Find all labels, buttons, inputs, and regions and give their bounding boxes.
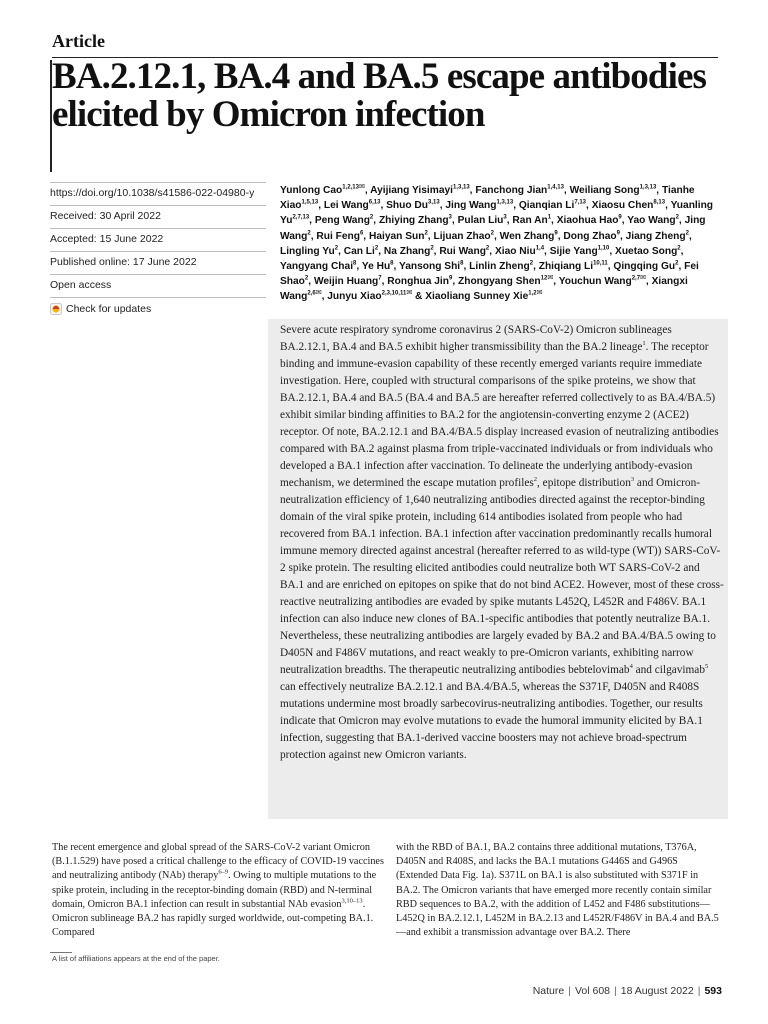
page-number: 593 xyxy=(704,985,722,997)
author-name: Rui Wang xyxy=(439,245,486,257)
envelope-icon[interactable]: ✉ xyxy=(406,290,413,298)
author-name: Linlin Zheng xyxy=(469,261,530,273)
author-name: Weiliang Song xyxy=(569,185,640,196)
author-affiliation: 2 xyxy=(490,230,494,237)
author-name: Lijuan Zhao xyxy=(433,230,491,242)
author-name: Ye Hu xyxy=(361,261,391,273)
author-name: Ran An xyxy=(512,215,548,227)
author-name: Jing Wang xyxy=(280,215,706,242)
volume: Vol 608 xyxy=(574,985,611,997)
author-name: Xiaohua Hao xyxy=(556,215,619,227)
published-date: Published online: 17 June 2022 xyxy=(50,252,266,275)
citation-ref[interactable]: 1 xyxy=(642,340,646,348)
author-affiliation: 2,6 xyxy=(307,291,316,298)
author-name: Can Li xyxy=(343,245,375,257)
author-name: Haiyan Sun xyxy=(368,230,425,242)
author-affiliation: 1,3,13 xyxy=(452,184,470,191)
author-affiliation: 1,5,13 xyxy=(301,199,319,206)
article-title: BA.2.12.1, BA.4 and BA.5 escape antibodies elicited by Omicron infection xyxy=(52,56,706,135)
citation-ref[interactable]: 6–9 xyxy=(218,869,229,877)
author-name: Fanchong Jian xyxy=(475,185,548,196)
author-name: Sijie Yang xyxy=(549,245,598,257)
author-name: Lei Wang xyxy=(323,200,369,212)
author-affiliation: 2 xyxy=(369,215,374,222)
article-type-label: Article xyxy=(52,31,105,51)
author-affiliation: 2,7 xyxy=(631,275,641,282)
author-name: Zhongyang Shen xyxy=(458,276,541,288)
author-name: Peng Wang xyxy=(314,215,370,227)
author-name: Lingling Yu xyxy=(280,245,335,257)
author-name: Tianhe Xiao xyxy=(280,185,695,212)
author-affiliation: 2,7,13 xyxy=(292,215,310,222)
author-name: Shuo Du xyxy=(386,200,429,212)
author-name: Zhiying Zhang xyxy=(378,215,449,227)
author-affiliation: 2 xyxy=(675,260,679,267)
author-name: Xiao Niu xyxy=(494,245,536,257)
author-affiliation: 2 xyxy=(430,245,434,252)
envelope-icon[interactable]: ✉ xyxy=(315,290,322,298)
author-affiliation: 8 xyxy=(460,260,464,267)
issue-date: 18 August 2022 xyxy=(620,985,694,997)
author-name: Junyu Xiao xyxy=(327,291,382,303)
citation-ref[interactable]: 3 xyxy=(630,476,635,484)
citation-ref[interactable]: 5 xyxy=(704,663,709,671)
author-affiliation: 8 xyxy=(353,260,357,267)
author-name: Fei Shao xyxy=(280,261,699,288)
journal-name: Nature xyxy=(532,985,565,997)
author-affiliation: 2 xyxy=(374,245,379,252)
envelope-icon[interactable]: ✉ xyxy=(358,183,365,191)
author-name: Yangyang Chai xyxy=(280,261,354,273)
author-name: Rui Feng xyxy=(316,230,360,242)
check-for-updates-button[interactable] xyxy=(50,298,266,320)
author-affiliation: 6 xyxy=(359,230,364,237)
author-affiliation: 1,3,13 xyxy=(496,199,514,206)
author-name: Youchun Wang xyxy=(558,276,632,288)
author-name: Zhiqiang Li xyxy=(538,261,594,273)
author-list: Yunlong Cao$^{1,2,13✉}$, Ayijiang Yisimayi$^{1,3,13}$, Fanchong Jian$^{1,4,13}$, Weiliang Song$^{1,3,13}$, Tianhe Xiao$^{1,5,13}$, Lei Wang$^{6,13}$, Shuo Du$^{3,13}$, Jing Wang$^{1,3,13}$, Qianqian Li$^{7,13}$, Xiaosu Chen$^{8,13}$, Yuanling Yu$^{2,7,13}$, Peng Wang$^2$, Zhiying Zhang$^3$, Pulan Liu$^3$, Ran An$^1$, Xiaohua Hao$^9$, Yao Wang$^2$, Jing Wang$^2$, Rui Feng$^6$, Haiyan Sun$^2$, Lijuan Zhao$^2$, Wen Zhang$^9$, Dong Zhao$^9$, Jiang Zheng$^2$, Lingling Yu$^2$, Can Li$^2$, Na Zhang$^2$, Rui Wang$^2$, Xiao Niu$^{1,4}$, Sijie Yang$^{1,10}$, Xuetao Song$^2$, Yangyang Chai$^8$, Ye Hu$^8$, Yansong Shi$^8$, Linlin Zheng$^2$, Zhiqiang Li$^{10,11}$, Qingqing Gu$^2$, Fei Shao$^2$, Weijin Huang$^7$, Ronghua Jin$^9$, Zhongyang Shen$^{12✉}$, Youchun Wang$^{2,7✉}$, Xiangxi Wang$^{2,6✉}$, Junyu Xiao$^{2,3,10,11✉}$ & Xiaoliang Sunney Xie$^{1,2✉}$ xyxy=(280,183,714,303)
author-name: Qianqian Li xyxy=(518,200,575,212)
author-affiliation: 2 xyxy=(304,275,309,282)
author-name: Ayijiang Yisimayi xyxy=(370,185,453,196)
author-name: Yuanling Yu xyxy=(280,200,714,227)
author-affiliation: 1,4 xyxy=(535,245,545,252)
author-name: Ronghua Jin xyxy=(387,276,449,288)
author-affiliation: 9 xyxy=(616,230,620,237)
author-affiliation: 2 xyxy=(675,215,679,222)
author-affiliation: 1,2,13 xyxy=(342,184,359,191)
author-name: Yao Wang xyxy=(627,215,676,227)
author-affiliation: 9 xyxy=(448,275,453,282)
author-name: Na Zhang xyxy=(383,245,431,257)
author-affiliation: 7 xyxy=(378,275,382,282)
author-name: Xuetao Song xyxy=(615,245,678,257)
author-affiliation: 3,13 xyxy=(428,199,440,206)
author-affiliation: 10,11 xyxy=(593,260,608,267)
author-name: Dong Zhao xyxy=(563,230,617,242)
author-affiliation: 1,2 xyxy=(528,291,537,298)
author-affiliation: 6,13 xyxy=(368,199,381,206)
author-name: Jiang Zheng xyxy=(625,230,686,242)
author-name: Yunlong Cao xyxy=(280,185,343,196)
author-name: Xiaoliang Sunney Xie xyxy=(425,291,529,303)
author-affiliation: 3 xyxy=(503,215,507,222)
envelope-icon[interactable]: ✉ xyxy=(640,274,646,282)
author-name: Pulan Liu xyxy=(457,215,504,227)
author-affiliation: 1,10 xyxy=(597,245,610,252)
doi-link[interactable]: https://doi.org/10.1038/s41586-022-04980-y xyxy=(50,182,266,206)
author-name: Xiangxi Wang xyxy=(280,276,688,303)
author-affiliation: 1 xyxy=(547,215,552,222)
author-affiliation: 9 xyxy=(618,215,622,222)
author-affiliation: 3 xyxy=(448,215,452,222)
author-affiliation: 8,13 xyxy=(653,199,666,206)
abstract: Severe acute respiratory syndrome coronavirus 2 (SARS-CoV-2) Omicron sublineages BA.2.12.1, BA.4 and BA.5 exhibit higher transmissibility than the BA.2 lineage$^1$. The receptor binding and immune-evasion capability of these recently emerged variants require immediate investigation. Here, coupled with structural comparisons of the spike proteins, we show that BA.2.12.1, BA.4 and BA.5 (BA.4 and BA.5 are hereafter referred collectively to as BA.4/BA.5) exhibit similar binding affinities to BA.2 for the angiotensin-converting enzyme 2 (ACE2) receptor. Of note, BA.2.12.1 and BA.4/BA.5 display increased evasion of neutralizing antibodies compared with BA.2 against plasma from triple-vaccinated individuals or from individuals who developed a BA.1 infection after vaccination. To delineate the underlying antibody-evasion mechanism, we determined the escape mutation profiles$^2$, epitope distribution$^3$ and Omicron-neutralization efficiency of 1,640 neutralizing antibodies directed against the receptor-binding domain of the viral spike protein, including 614 antibodies isolated from people who had recovered from BA.1 infection. BA.1 infection after vaccination predominantly recalls humoral immune memory directed against ancestral (hereafter referred to as wild-type (WT)) SARS-CoV-2 spike protein. The resulting elicited antibodies could neutralize both WT SARS-CoV-2 and BA.1 and are enriched on epitopes on spike that do not bind ACE2. However, most of these cross-reactive neutralizing antibodies are evaded by spike mutants L452Q, L452R and F486V. BA.1 infection can also induce new clones of BA.1-specific antibodies that potently neutralize BA.1. Nevertheless, these neutralizing antibodies are largely evaded by BA.2 and BA.4/BA.5 owing to D405N and F486V mutations, and react weakly to pre-Omicron variants, exhibiting narrow neutralization breadths. The therapeutic neutralizing antibodies bebtelovimab$^4$ and cilgavimab$^5$ can effectively neutralize BA.2.12.1 and BA.4/BA.5, whereas the S371F, D405N and R408S mutations undermine most broadly sarbecovirus-neutralizing antibodies. Together, our results indicate that Omicron may evolve mutations to evade the humoral immunity elicited by BA.1 infection, suggesting that BA.1-derived vaccine boosters may not achieve broad-spectrum protection against new Omicron variants. xyxy=(280,324,724,761)
citation-ref[interactable]: 4 xyxy=(629,663,633,671)
page-footer: Nature | Vol 608 | 18 August 2022 | 593 xyxy=(532,985,722,997)
body-text-column-left: The recent emergence and global spread of the SARS-CoV-2 variant Omicron (B.1.1.529) have posed a critical challenge to the efficacy of COVID-19 vaccines and neutralizing antibody (NAb) therapy$^{6-9}$. Owing to multiple mutations to the spike protein, including in the receptor-binding domain (RBD) and N-terminal domain, Omicron BA.1 infection can result in substantial NAb evasion$^{3,10-13}$. Omicron sublineage BA.2 has rapidly surged worldwide, out-competing BA.1. Compared xyxy=(52,842,384,939)
author-affiliation: 7,13 xyxy=(574,199,587,206)
author-affiliation: 2 xyxy=(529,260,534,267)
author-affiliation: 2 xyxy=(677,245,681,252)
author-name: Yansong Shi xyxy=(399,261,461,273)
affiliations-footnote: A list of affiliations appears at the end of the paper. xyxy=(52,954,220,963)
accepted-date: Accepted: 15 June 2022 xyxy=(50,229,266,252)
author-affiliation: 8 xyxy=(390,260,394,267)
author-affiliation: 2 xyxy=(485,245,490,252)
author-affiliation: 12 xyxy=(540,275,548,282)
author-affiliation: 9 xyxy=(554,230,558,237)
envelope-icon[interactable]: ✉ xyxy=(547,274,554,282)
body-text-column-right: with the RBD of BA.1, BA.2 contains three additional mutations, T376A, D405N and R408S, and lacks the BA.1 mutations G446S and G496S (Extended Data Fig. 1a). S371L on BA.1 is also substituted with S371F in BA.2. The Omicron variants that have emerged more recently contain similar RBD sequences to BA.2, with the addition of L452 and F486 substitutions—L452Q in BA.2.12.1, L452M in BA.2.13 and L452R/F486V in BA.4 and BA.5—and exhibit a transmission advantage over BA.2. There xyxy=(396,842,719,939)
check-for-updates-label: Check for updates xyxy=(66,302,152,315)
author-affiliation: 2 xyxy=(424,230,428,237)
author-name: Qingqing Gu xyxy=(613,261,676,273)
author-name: Jing Wang xyxy=(445,200,497,212)
open-access-label: Open access xyxy=(50,275,266,298)
article-metadata xyxy=(50,182,266,320)
author-name: Weijin Huang xyxy=(313,276,379,288)
citation-ref[interactable]: 2 xyxy=(533,476,538,484)
author-affiliation: 2 xyxy=(307,230,311,237)
author-affiliation: 2 xyxy=(685,230,689,237)
author-name: Xiaosu Chen xyxy=(591,200,654,212)
author-affiliation: 2 xyxy=(334,245,339,252)
author-affiliation: 2,3,10,11 xyxy=(381,291,407,298)
received-date: Received: 30 April 2022 xyxy=(50,206,266,229)
author-affiliation: 1,3,13 xyxy=(639,184,657,191)
citation-ref[interactable]: 3,10–13 xyxy=(341,897,363,905)
check-for-updates-icon xyxy=(50,303,62,315)
author-name: Wen Zhang xyxy=(499,230,555,242)
footnote-rule xyxy=(50,952,72,953)
author-affiliation: 1,4,13 xyxy=(547,184,564,191)
envelope-icon[interactable]: ✉ xyxy=(536,290,543,298)
